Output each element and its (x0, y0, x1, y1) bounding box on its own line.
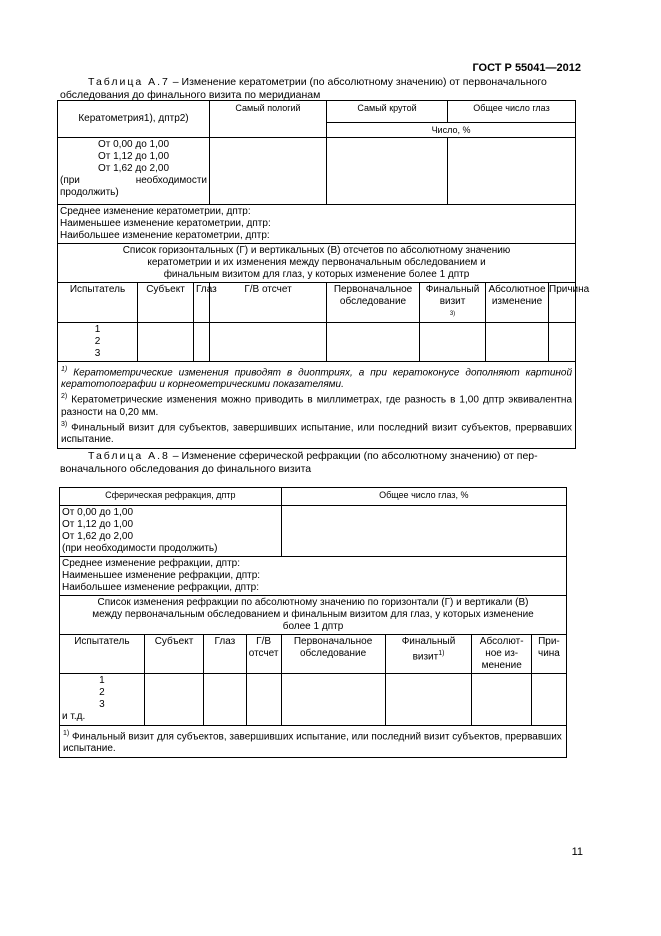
table8-list-title-line0: Список изменения рефракции по абсолютному значению по горизонтали (Г) и вертикали (В) (97, 597, 529, 608)
table8-col-gv-reading: Г/В отсчет (246, 635, 281, 674)
table8-col-initial-exam: Первоначальное обследование (281, 635, 385, 674)
table7-col-eye: Глаз (194, 283, 210, 323)
page-number: 11 (571, 846, 583, 858)
table7-stat-mean: Среднее изменение кератометрии, дптр: (60, 206, 251, 217)
table8-row-number-2: 2 (99, 687, 105, 698)
table7 (57, 100, 590, 449)
table7-col-reason: Причина (549, 283, 576, 323)
table7-final-visit-ref: 3) (449, 311, 456, 317)
table8-col-final-visit (385, 635, 472, 674)
table8-caption-line1 (88, 450, 538, 463)
table7-col-initial-exam: Первоначальное обследование (327, 283, 420, 323)
table7-range-2: От 1,62 до 2,00 (97, 163, 169, 174)
table7-label: Таблица А.7 (88, 76, 170, 88)
table7-col-final-visit (420, 283, 486, 323)
table7-col-number-pct: Число, % (327, 123, 576, 138)
table8-range-1: От 1,12 до 1,00 (62, 519, 134, 530)
table7-stat-max: Наибольшее изменение кератометрии, дптр: (60, 230, 270, 241)
table7-row-number-1: 1 (94, 324, 101, 335)
table8-stat-mean: Среднее изменение рефракции, дптр: (62, 558, 240, 569)
table7-col-steepest: Самый крутой (327, 101, 448, 123)
table7-col-total-eyes: Общее число глаз (448, 101, 576, 123)
table8-list-title-line1: между первоначальным обследованием и финальным визитом для глаз, у которых изменение (92, 609, 534, 620)
table8-range-2: От 1,62 до 2,00 (62, 531, 134, 542)
table7-row-number-3: 3 (94, 348, 101, 359)
table7-footnote-2-text: Кератометрические изменения можно приводить в миллиметрах, где разность в 1,00 дптр эквивалентна разности на 0,20 мм. (61, 394, 573, 418)
table7-list-title (58, 244, 576, 283)
table8-footnote-text: Финальный визит для субъектов, завершивших испытание, или последний визит субъектов, прервавших испытание. (63, 731, 562, 755)
table7-list-title-line2: финальным визитом для глаз, у которых изменение более 1 дптр (163, 269, 470, 280)
table8-row-number-1: 1 (99, 675, 105, 686)
table8-stats-cell (60, 557, 567, 596)
table8-list-title-line2: более 1 дптр (282, 621, 344, 632)
table8-col-investigator: Испытатель (60, 635, 145, 674)
table8-list-title (60, 596, 567, 635)
table7-col-subject: Субъект (138, 283, 194, 323)
table7-footnote-3-text: Финальный визит для субъектов, завершивших испытание, или последний визит субъектов, прервавших испытание. (61, 421, 573, 445)
table7-footnote-3 (61, 419, 572, 446)
table7-stats-cell (58, 205, 576, 244)
table8-col-refraction: Сферическая рефракция, дптр (60, 488, 282, 506)
table7-range-0: От 0,00 до 1,00 (97, 139, 169, 150)
table8-col-absolute-change: Абсолют-ное из-менение (472, 635, 531, 674)
table7-caption-line2: обследования до финального визита по меридианам (60, 89, 321, 101)
standard-number: ГОСТ Р 55041—2012 (472, 62, 581, 74)
table8-col-subject: Субъект (144, 635, 203, 674)
table8-footnote-mark: 1) (63, 730, 70, 737)
table7-list-title-line0: Список горизонтальных (Г) и вертикальных (В) отсчетов по абсолютному значению (122, 245, 511, 256)
table7-footnotes (58, 362, 576, 449)
table8-continue-note: (при необходимости продолжить) (62, 543, 218, 554)
table8-footnote (60, 726, 567, 758)
table8-label: Таблица А.8 (88, 450, 170, 462)
table7-continue-note: (при необходимости продолжить) (60, 175, 207, 198)
table8-stat-min: Наименьшее изменение рефракции, дптр: (62, 570, 261, 581)
table8-range-0: От 0,00 до 1,00 (62, 507, 134, 518)
table7-list-title-line1: кератометрии и их изменения между первоначальным обследованием и (147, 257, 486, 268)
table8-col-total-eyes: Общее число глаз, % (281, 488, 566, 506)
table7-col-keratometry: Кератометрия1), дптр2) (58, 101, 210, 138)
table7-col-absolute-change: Абсолютное изменение (486, 283, 549, 323)
table7-stat-min: Наименьшее изменение кератометрии, дптр: (60, 218, 271, 229)
table7-row-numbers (58, 323, 138, 362)
table8-final-visit-label: Финальный визит (401, 636, 456, 663)
table7-row-number-2: 2 (94, 336, 101, 347)
table8-stat-max: Наибольшее изменение рефракции, дптр: (62, 582, 260, 593)
table7-footnote-2-mark: 2) (61, 393, 68, 401)
table7-caption-text1: – Изменение кератометрии (по абсолютному значению) от первоначального (169, 76, 547, 88)
table7-col-gv-reading: Г/В отсчет (210, 283, 327, 323)
table7-ranges-cell (58, 138, 210, 205)
table7-footnote-3-mark: 3) (61, 420, 68, 428)
table8-row-numbers (60, 674, 145, 726)
table7-footnote-2 (61, 391, 572, 418)
table7-footnote-1 (61, 364, 572, 391)
table8-col-eye: Глаз (204, 635, 246, 674)
table8-caption-text1: – Изменение сферической рефракции (по абсолютному значению) от пер- (169, 450, 538, 462)
table7-footnote-1-text: Кератометрические изменения приводят в диоптриях, а при кератоконусе дополняют картиной кератотопографии и корнеометрическими показателями. (61, 367, 573, 391)
table7-final-visit-label: Финальный визит (425, 284, 480, 307)
table8-col-reason: При-чина (531, 635, 566, 674)
table8-final-visit-ref: 1) (438, 650, 445, 657)
table8-ranges-cell (60, 506, 282, 557)
table7-caption-line1 (88, 76, 547, 89)
table8-caption-line2: воначального обследования до финального визита (60, 463, 312, 475)
table7-range-1: От 1,12 до 1,00 (97, 151, 169, 162)
table8-row-etc: и т.д. (62, 711, 86, 722)
table8-row-number-3: 3 (99, 699, 105, 710)
table7-col-flattest: Самый пологий (210, 101, 327, 123)
table7-col-investigator: Испытатель (58, 283, 138, 323)
table7-footnote-1-mark: 1) (61, 366, 68, 373)
table8 (59, 487, 567, 758)
